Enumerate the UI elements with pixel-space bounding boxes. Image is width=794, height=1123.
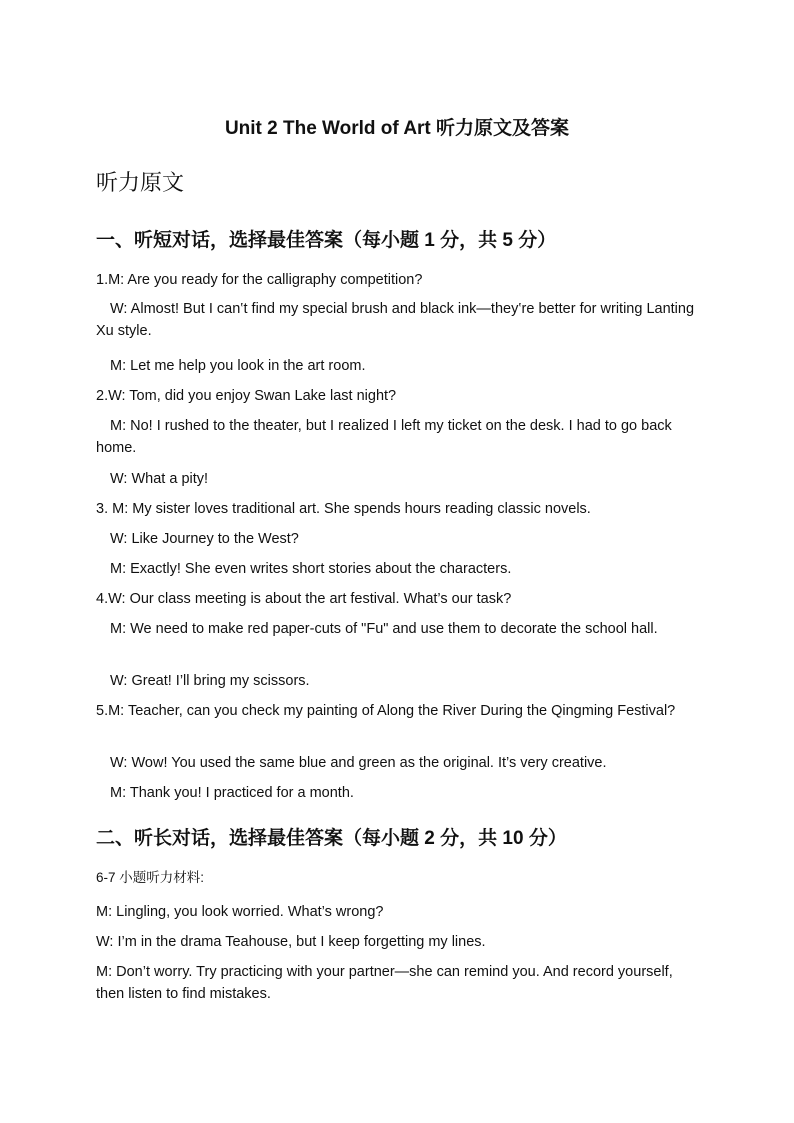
dialogue-line: 3. M: My sister loves traditional art. She spends hours reading classic novels. xyxy=(96,501,591,517)
dialogue-line: M: Exactly! She even writes short stories about the characters. xyxy=(110,561,512,577)
dialogue-line: W: What a pity! xyxy=(110,471,209,487)
dialogue-line: W: Great! I’ll bring my scissors. xyxy=(110,673,310,689)
dialogue-line: W: Like Journey to the West? xyxy=(110,531,299,547)
dialogue-line: M: Let me help you look in the art room. xyxy=(110,358,366,374)
dialogue-line: 2.W: Tom, did you enjoy Swan Lake last night? xyxy=(96,388,397,404)
section-title: 听力原文 xyxy=(96,170,185,195)
dialogue-line: W: Almost! But I can‛t find my special brush and black ink—they‛re better for writing Lanting Xu style. xyxy=(96,301,695,339)
part2-heading: 二、听长对话，选择最佳答案（每小题 2 分，共 10 分） xyxy=(96,828,567,849)
dialogue-line: M: Thank you! I practiced for a month. xyxy=(110,785,354,801)
dialogue-line: M: No! I rushed to the theater, but I realized I left my ticket on the desk. I had to go back home. xyxy=(96,418,672,456)
dialogue-line: 1.M: Are you ready for the calligraphy competition? xyxy=(96,272,423,288)
dialogue-line: M: Don’t worry. Try practicing with your partner—she can remind you. And record yourself, then listen to find mistakes. xyxy=(96,964,673,1002)
dialogue-line: W: Wow! You used the same blue and green as the original. It’s very creative. xyxy=(110,755,607,771)
dialogue-line: W: I’m in the drama Teahouse, but I keep forgetting my lines. xyxy=(96,934,486,950)
dialogue-line: M: Lingling, you look worried. What’s wrong? xyxy=(96,904,384,920)
dialogue-line: 5.M: Teacher, can you check my painting of Along the River During the Qingming Festival? xyxy=(96,703,676,719)
material-note: 6-7 小题听力材料: xyxy=(96,870,205,885)
dialogue-line: 4.W: Our class meeting is about the art festival. What’s our task? xyxy=(96,591,512,607)
document-title: Unit 2 The World of Art 听力原文及答案 xyxy=(224,118,570,139)
dialogue-line: M: We need to make red paper-cuts of "Fu" and use them to decorate the school hall. xyxy=(110,621,658,637)
part1-heading: 一、听短对话，选择最佳答案（每小题 1 分，共 5 分） xyxy=(96,230,557,251)
